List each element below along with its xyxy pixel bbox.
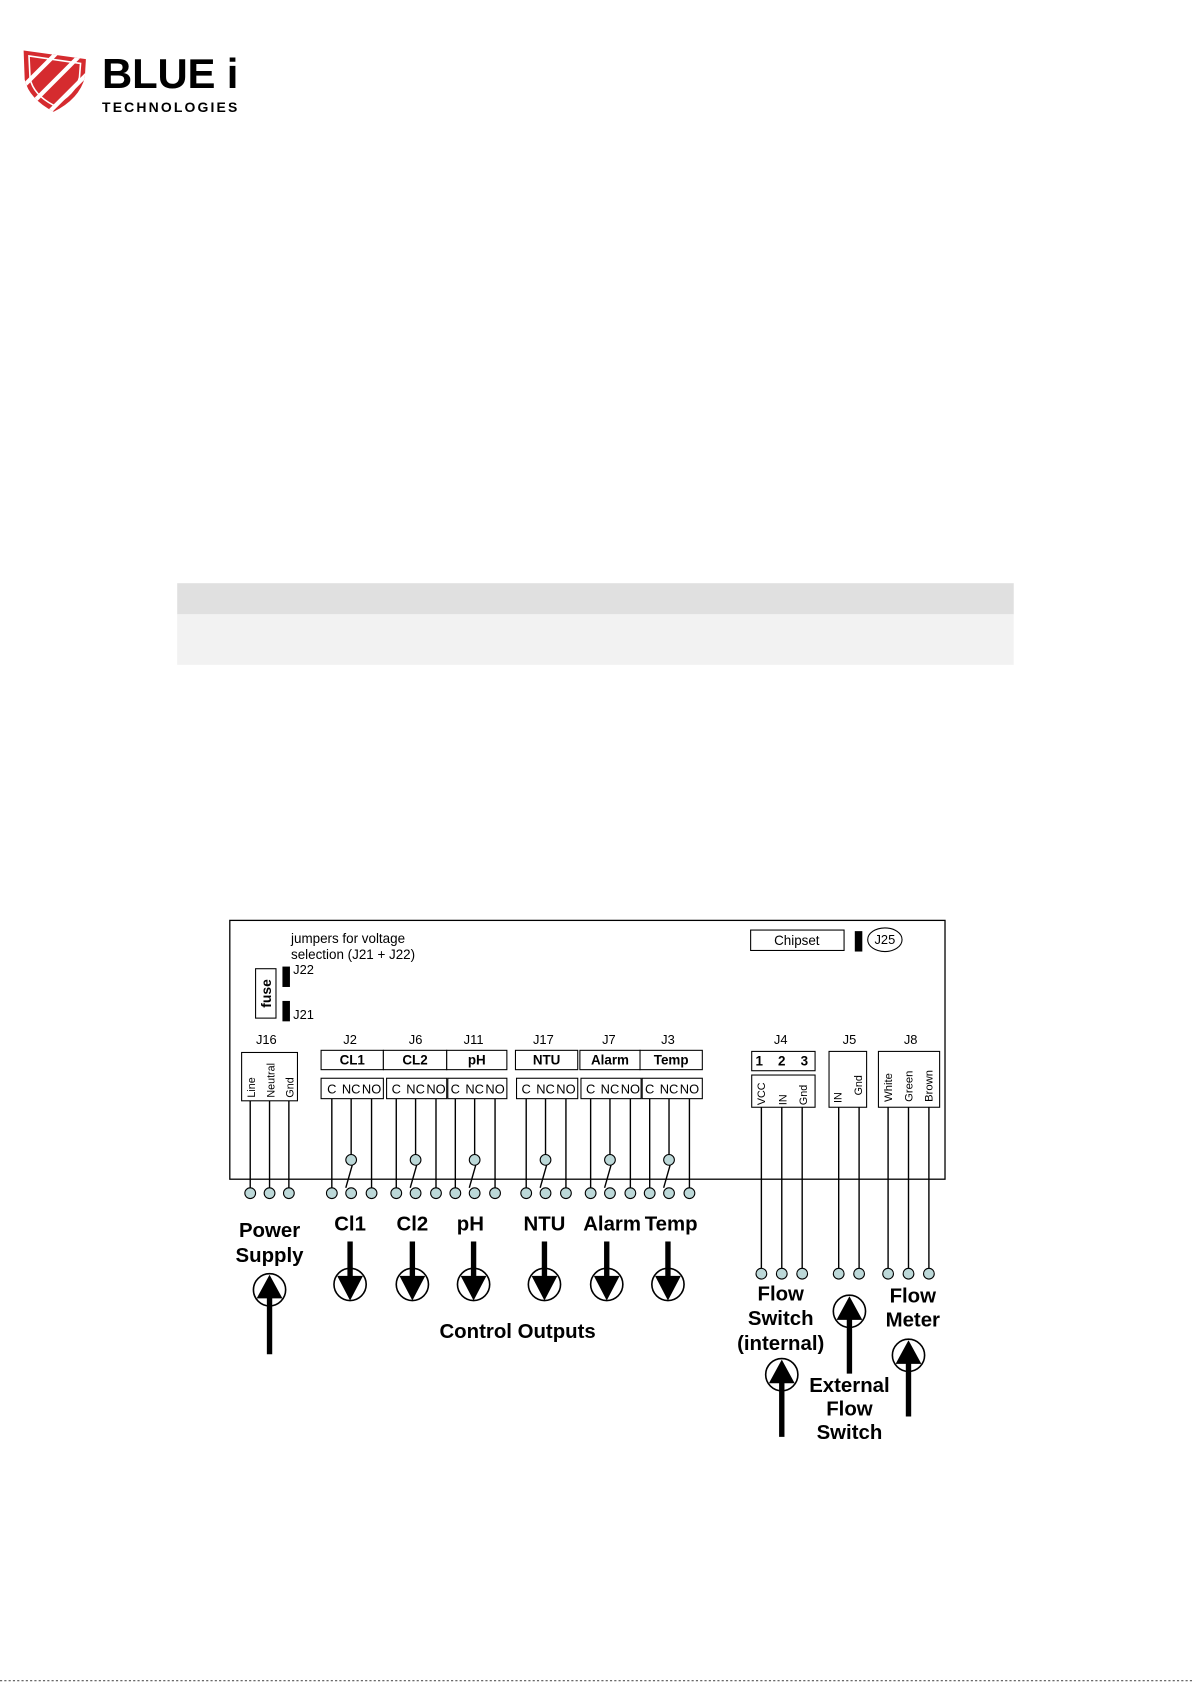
jumper-j22 [282, 967, 290, 987]
pin-label: IN [777, 1094, 790, 1106]
power-connector-j16 [236, 1032, 305, 1354]
relay-pivot [605, 1154, 616, 1165]
output-label: Temp [653, 1052, 689, 1068]
connector-id: J5 [842, 1031, 857, 1047]
terminal [883, 1268, 894, 1279]
flow-switch-caption: (internal) [737, 1332, 825, 1355]
terminal [797, 1268, 808, 1279]
connector-id: J4 [773, 1031, 788, 1047]
output-label: CL2 [402, 1052, 428, 1068]
output-arrow-down-icon [591, 1241, 623, 1300]
connector-id: J7 [602, 1031, 616, 1047]
pin-label: C [585, 1081, 596, 1097]
pin-number: 2 [778, 1053, 786, 1069]
pin-label: NC [465, 1081, 484, 1097]
output-label: NTU [532, 1052, 561, 1068]
terminal [585, 1188, 596, 1199]
output-label: Alarm [590, 1052, 629, 1068]
terminal [366, 1188, 377, 1199]
output-arrow-down-icon [334, 1241, 366, 1300]
output-caption: Cl2 [396, 1213, 429, 1236]
terminal [521, 1188, 532, 1199]
pin-number: 1 [755, 1053, 763, 1069]
power-arrow-up-icon [253, 1274, 285, 1355]
pin-label: Gnd [798, 1084, 811, 1106]
pin-label: C [521, 1081, 531, 1097]
output-arrow-down-icon [652, 1241, 684, 1300]
connector-id: J17 [532, 1031, 554, 1047]
logo [15, 39, 238, 118]
pin-label: C [391, 1081, 401, 1097]
table-header-row [177, 583, 1014, 614]
terminal [561, 1188, 572, 1199]
pin-label: NO [556, 1081, 576, 1097]
output-caption: Cl1 [334, 1213, 366, 1236]
output-caption: NTU [523, 1213, 566, 1236]
pin-label: NO [679, 1081, 700, 1097]
flow-switch-caption: Switch [747, 1308, 814, 1331]
terminal [490, 1188, 501, 1199]
brand-name: BLUE i [102, 50, 239, 98]
connector-id: J2 [343, 1031, 357, 1047]
pin-label: C [450, 1081, 460, 1097]
pin-label: White [882, 1073, 895, 1102]
output-label: pH [467, 1052, 486, 1068]
output-arrow-down-icon [528, 1241, 560, 1300]
flow-meter-caption: Meter [885, 1309, 940, 1332]
jumper-j22-label: J22 [293, 962, 314, 978]
output-arrow-down-icon [396, 1241, 428, 1300]
brand-tagline: TECHNOLOGIES [102, 98, 238, 115]
pin-label: Brown [923, 1069, 936, 1102]
pin-label: NC [659, 1081, 679, 1097]
flow-switch-caption: Flow [757, 1283, 804, 1306]
flow-meter-caption: Flow [889, 1285, 937, 1308]
output-caption: Alarm [583, 1213, 642, 1236]
relay-pivot [410, 1154, 421, 1165]
terminal [756, 1268, 767, 1279]
pin-label: NC [600, 1081, 620, 1097]
terminal [431, 1188, 442, 1199]
terminal [644, 1188, 655, 1199]
terminal [540, 1188, 551, 1199]
terminal [469, 1188, 480, 1199]
pin-label: NC [341, 1081, 361, 1097]
terminal [625, 1188, 636, 1199]
pin-label: Line [246, 1077, 259, 1098]
pin-label: Neutral [265, 1063, 278, 1098]
jumper-j21-label: J21 [293, 1007, 314, 1023]
output-caption: Temp [644, 1213, 698, 1236]
output-caption: pH [456, 1213, 484, 1236]
flow-meter-connector-j8 [878, 1032, 940, 1417]
terminal [450, 1188, 461, 1199]
fuse-label: fuse [258, 979, 275, 1008]
pin-label: NO [485, 1081, 505, 1097]
pin-label: Gnd [284, 1077, 297, 1098]
terminal [410, 1188, 421, 1199]
pin-label: VCC [756, 1082, 769, 1106]
external-flow-switch-caption: Flow [826, 1398, 873, 1421]
terminal [664, 1188, 675, 1199]
pin-label: IN [832, 1092, 845, 1103]
external-flow-switch-arrow-up-icon [833, 1295, 865, 1373]
terminal [833, 1268, 844, 1279]
terminal [391, 1188, 402, 1199]
pin-label: NC [536, 1081, 555, 1097]
relay-pivot [469, 1154, 480, 1165]
terminal [264, 1188, 275, 1199]
table-row [177, 614, 1014, 664]
connector-id: J11 [463, 1031, 484, 1047]
relay-pivot [540, 1154, 551, 1165]
pin-number: 3 [800, 1053, 809, 1069]
flow-meter-arrow-up-icon [892, 1339, 924, 1416]
terminal [684, 1188, 695, 1199]
external-flow-switch-caption: External [809, 1374, 890, 1397]
pin-label: C [645, 1081, 655, 1097]
terminal [346, 1188, 357, 1199]
power-supply-caption: Power [238, 1220, 301, 1243]
terminal [903, 1268, 914, 1279]
jumper-j25-label: J25 [874, 932, 896, 948]
terminal [854, 1268, 865, 1279]
output-arrow-down-icon [457, 1241, 489, 1300]
jumper-j25 [855, 931, 863, 951]
output-label: CL1 [339, 1052, 365, 1068]
terminal [284, 1188, 295, 1199]
flow-switch-arrow-up-icon [766, 1359, 798, 1437]
connector-id: J8 [903, 1031, 918, 1047]
terminal [605, 1188, 616, 1199]
connector-id: J3 [661, 1031, 675, 1047]
pin-label: Green [903, 1070, 916, 1102]
relay-pivot [664, 1154, 675, 1165]
terminal [326, 1188, 337, 1199]
chipset-label: Chipset [774, 933, 820, 949]
pin-label: NO [361, 1081, 382, 1097]
connector-id: J6 [408, 1031, 423, 1047]
jumper-j21 [282, 1001, 290, 1021]
terminal [245, 1188, 256, 1199]
terminal [776, 1268, 787, 1279]
power-supply-caption: Supply [235, 1244, 304, 1267]
relay-pivot [346, 1154, 357, 1165]
pin-label: NC [406, 1081, 425, 1097]
pin-label: NO [620, 1081, 641, 1097]
jumper-note-line2: selection (J21 + J22) [291, 947, 416, 963]
pin-label: C [327, 1081, 337, 1097]
pin-label: NO [426, 1081, 446, 1097]
connector-id: J16 [255, 1031, 277, 1047]
jumper-note-line1: jumpers for voltage [291, 930, 406, 946]
control-outputs-caption: Control Outputs [439, 1321, 596, 1344]
pin-label: Gnd [852, 1075, 865, 1096]
terminal [924, 1268, 935, 1279]
external-flow-switch-caption: Switch [816, 1422, 883, 1445]
